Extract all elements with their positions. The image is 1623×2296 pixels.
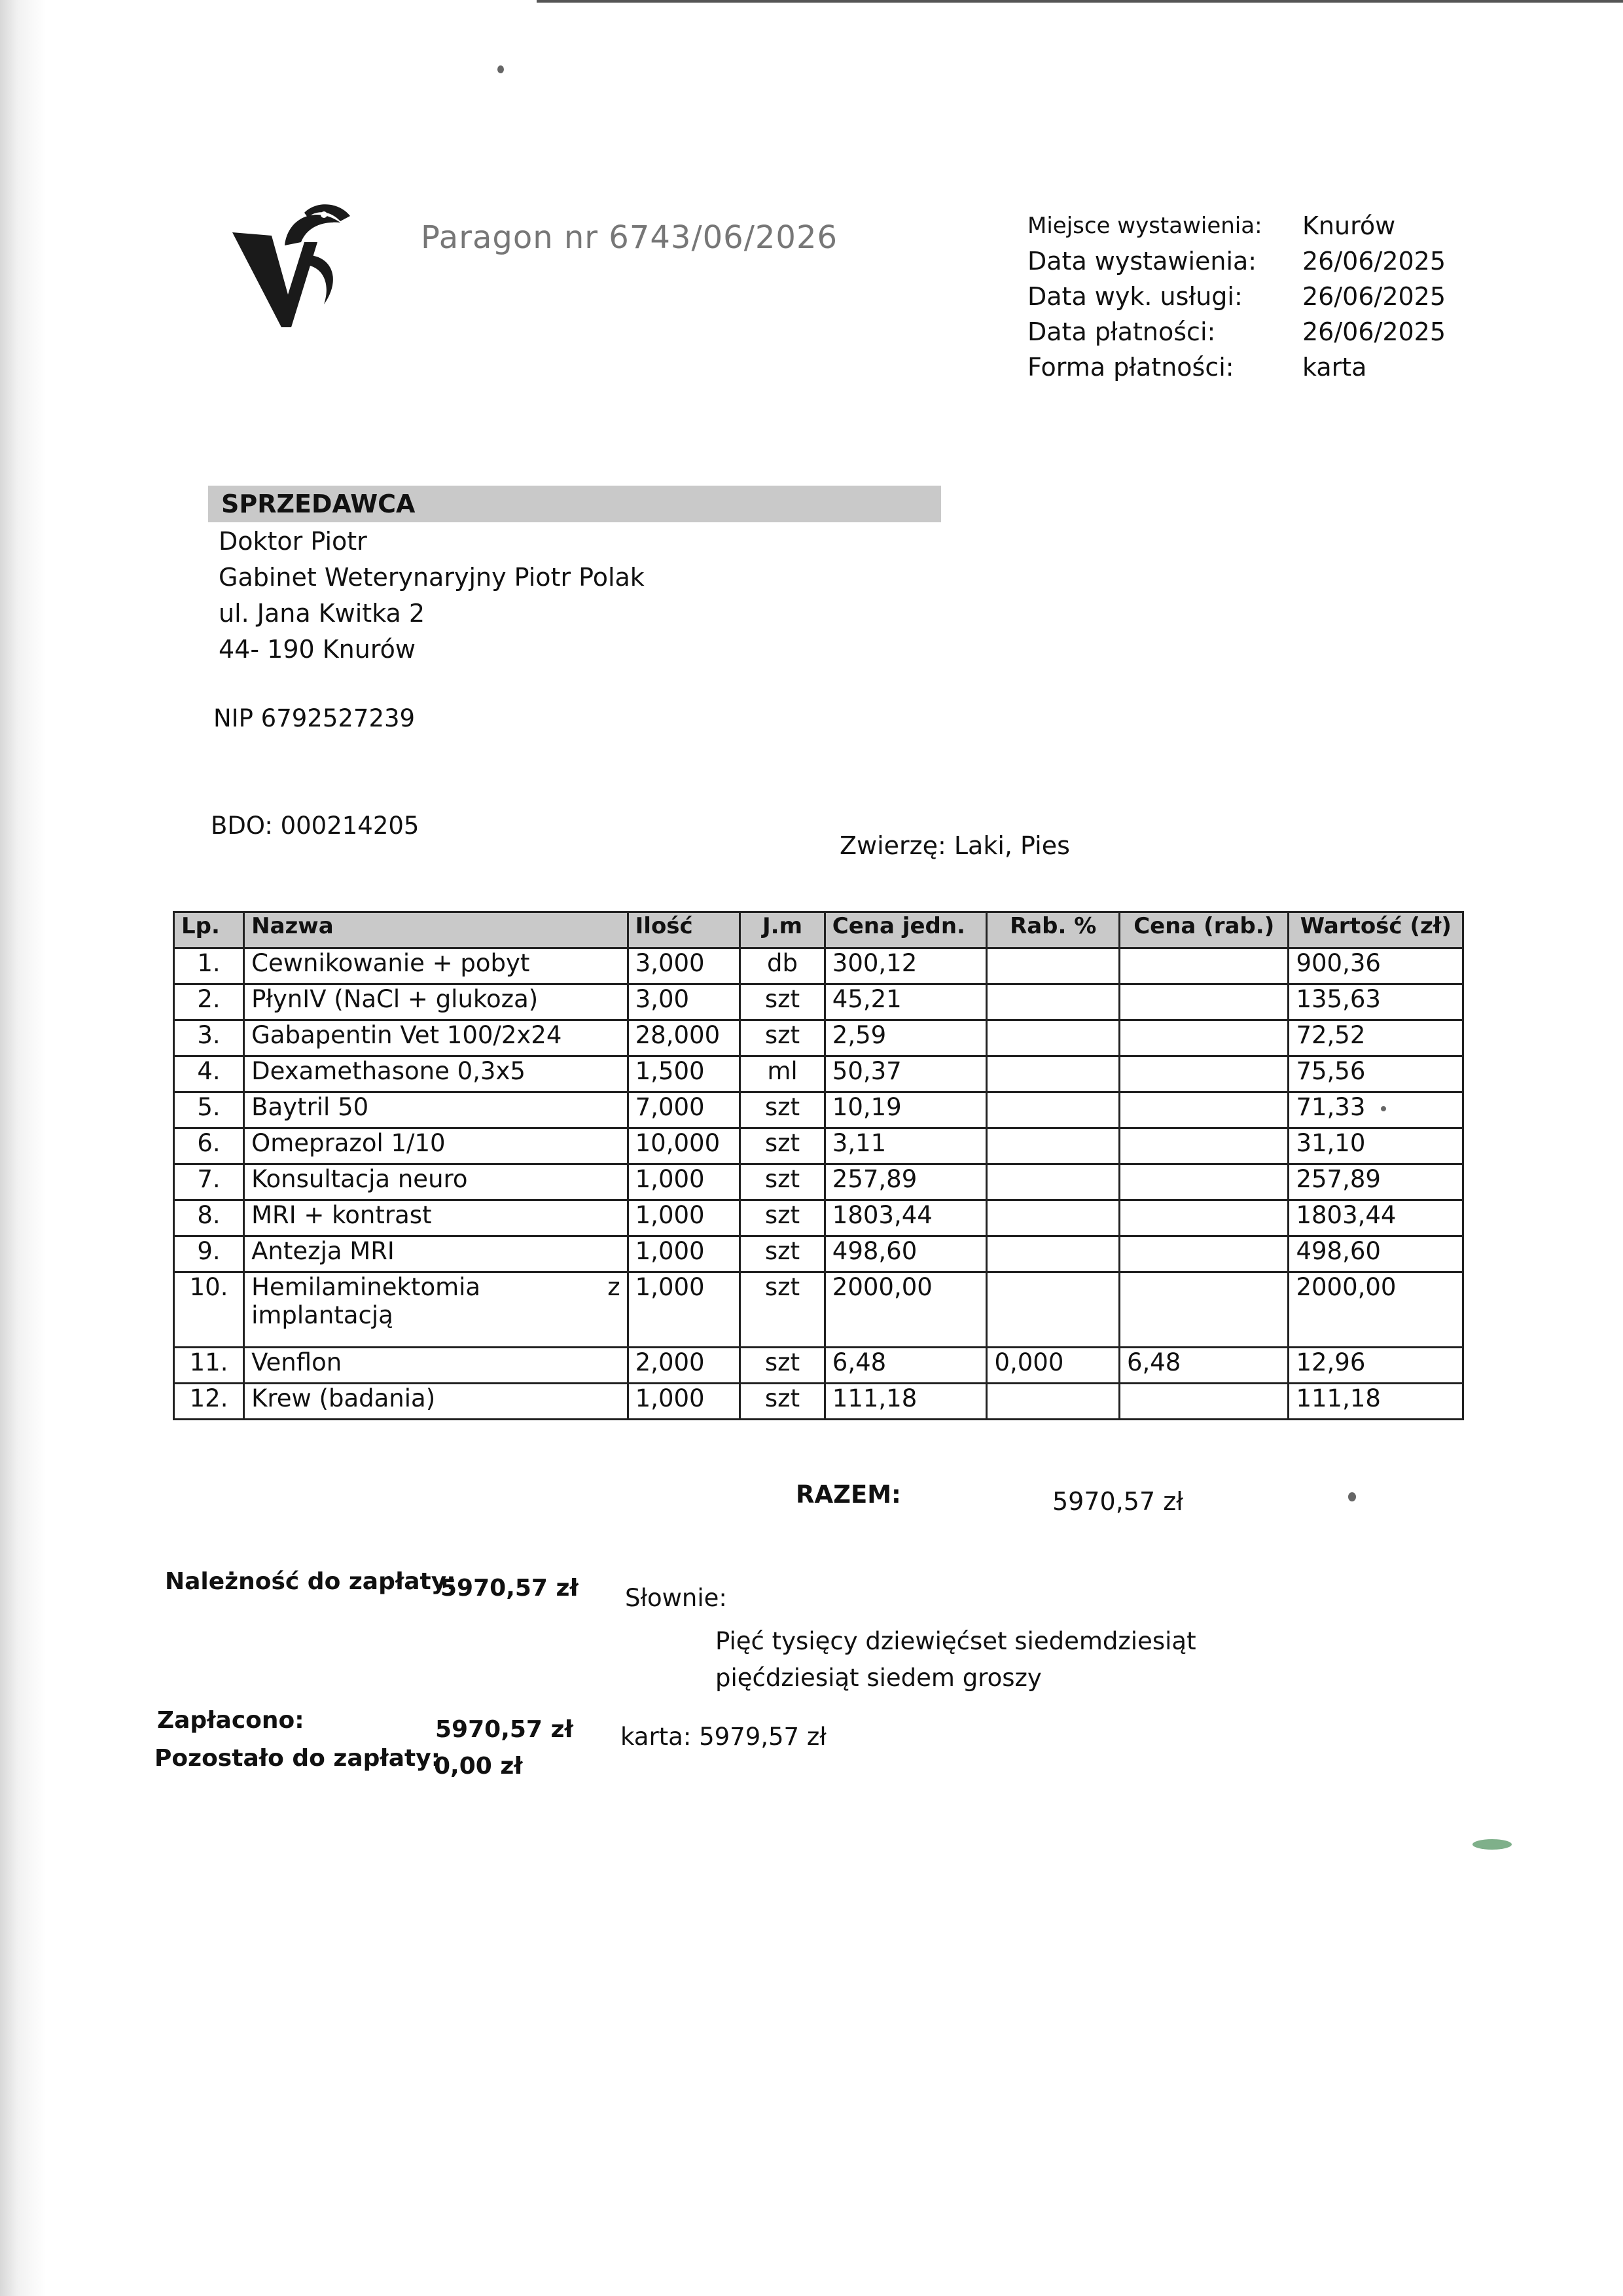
- cell-value: 2000,00: [1289, 1272, 1463, 1348]
- meta-label: Forma płatności:: [1027, 353, 1234, 382]
- cell-discount: [987, 1092, 1120, 1128]
- meta-value: 26/06/2025: [1302, 317, 1446, 346]
- seller-line: 44- 190 Knurów: [219, 635, 416, 664]
- cell-lp: 4.: [174, 1056, 244, 1092]
- cell-qty: 1,500: [628, 1056, 740, 1092]
- cell-unit: szt: [740, 1236, 825, 1272]
- animal-info: Zwierzę: Laki, Pies: [840, 831, 1070, 860]
- header-discounted-price: Cena (rab.): [1119, 912, 1289, 948]
- table-row: [174, 1272, 1463, 1348]
- cell-value: 111,18: [1289, 1384, 1463, 1420]
- header-value: Wartość (zł): [1289, 912, 1463, 948]
- veterinary-v-logo-icon: [226, 196, 357, 334]
- remaining-value: 0,00 zł: [434, 1753, 523, 1780]
- cell-unit: ml: [740, 1056, 825, 1092]
- cell-lp: 9.: [174, 1236, 244, 1272]
- amount-in-words-line: pięćdziesiąt siedem groszy: [715, 1664, 1042, 1692]
- cell-discount: [987, 984, 1120, 1020]
- scan-top-edge: [537, 0, 1623, 3]
- scan-speck: [1348, 1492, 1356, 1501]
- meta-value: Knurów: [1302, 211, 1396, 240]
- header-qty: Ilość: [628, 912, 740, 948]
- cell-qty: 28,000: [628, 1020, 740, 1056]
- cell-unit: db: [740, 948, 825, 984]
- cell-value: 498,60: [1289, 1236, 1463, 1272]
- cell-price: 10,19: [825, 1092, 987, 1128]
- cell-name: [244, 1272, 628, 1348]
- header-price: Cena jedn.: [825, 912, 987, 948]
- cell-qty: 3,00: [628, 984, 740, 1020]
- cell-price: 1803,44: [825, 1200, 987, 1236]
- cell-value: 31,10: [1289, 1128, 1463, 1164]
- cell-lp: 3.: [174, 1020, 244, 1056]
- table-row: [174, 984, 1463, 1020]
- cell-value: 72,52: [1289, 1020, 1463, 1056]
- card-payment: karta: 5979,57 zł: [620, 1723, 827, 1751]
- table-row: [174, 948, 1463, 984]
- cell-discount: [987, 1164, 1120, 1200]
- cell-name-line1: [251, 1273, 620, 1301]
- cell-discounted-price: [1119, 1056, 1289, 1092]
- cell-lp: 10.: [174, 1272, 244, 1348]
- meta-row-service-date: [1027, 279, 1512, 314]
- seller-nip: NIP 6792527239: [213, 704, 416, 732]
- cell-price: 111,18: [825, 1384, 987, 1420]
- cell-price: 300,12: [825, 948, 987, 984]
- cell-unit: szt: [740, 1164, 825, 1200]
- cell-price: 6,48: [825, 1348, 987, 1384]
- scan-edge-shadow: [0, 0, 46, 2296]
- cell-qty: 1,000: [628, 1384, 740, 1420]
- cell-name: Antezja MRI: [244, 1236, 628, 1272]
- paid-label: Zapłacono:: [157, 1707, 304, 1734]
- table-row: [174, 1020, 1463, 1056]
- total-label: RAZEM:: [796, 1480, 901, 1509]
- meta-value: 26/06/2025: [1302, 282, 1446, 311]
- cell-discount: [987, 1272, 1120, 1348]
- seller-line: Gabinet Weterynaryjny Piotr Polak: [219, 563, 645, 592]
- table-header-row: [174, 912, 1463, 948]
- cell-discounted-price: [1119, 948, 1289, 984]
- table-row: [174, 1056, 1463, 1092]
- meta-row-issue-date: [1027, 243, 1512, 279]
- cell-discount: [987, 1128, 1120, 1164]
- total-value: 5970,57 zł: [1052, 1487, 1183, 1516]
- scan-speck: [1381, 1106, 1386, 1111]
- cell-name-line2: implantacją: [251, 1301, 393, 1329]
- table-row: [174, 1348, 1463, 1384]
- amount-due-value: 5970,57 zł: [440, 1575, 579, 1602]
- cell-name: Venflon: [244, 1348, 628, 1384]
- seller-bdo: BDO: 000214205: [211, 812, 419, 840]
- header-discount: Rab. %: [987, 912, 1120, 948]
- cell-discount: 0,000: [987, 1348, 1120, 1384]
- cell-discount: [987, 1020, 1120, 1056]
- cell-lp: 12.: [174, 1384, 244, 1420]
- cell-discount: [987, 948, 1120, 984]
- cell-lp: 2.: [174, 984, 244, 1020]
- seller-heading: SPRZEDAWCA: [221, 490, 416, 518]
- cell-unit: szt: [740, 1384, 825, 1420]
- meta-label: Data płatności:: [1027, 317, 1216, 346]
- cell-discounted-price: [1119, 1020, 1289, 1056]
- cell-discounted-price: [1119, 1164, 1289, 1200]
- header-lp: Lp.: [174, 912, 244, 948]
- cell-name: MRI + kontrast: [244, 1200, 628, 1236]
- cell-qty: 1,000: [628, 1272, 740, 1348]
- table-row: [174, 1164, 1463, 1200]
- cell-value: 75,56: [1289, 1056, 1463, 1092]
- header-unit: J.m: [740, 912, 825, 948]
- table-row: [174, 1092, 1463, 1128]
- table-row: [174, 1236, 1463, 1272]
- document-title: Paragon nr 6743/06/2026: [421, 219, 838, 256]
- issue-details: [1027, 208, 1512, 385]
- cell-name: Omeprazol 1/10: [244, 1128, 628, 1164]
- cell-discount: [987, 1200, 1120, 1236]
- seller-address: [219, 524, 645, 668]
- table-row: [174, 1200, 1463, 1236]
- meta-row-place: [1027, 208, 1512, 243]
- cell-name: Cewnikowanie + pobyt: [244, 948, 628, 984]
- cell-price: 2,59: [825, 1020, 987, 1056]
- scan-speck: [1472, 1839, 1512, 1850]
- cell-value: 135,63: [1289, 984, 1463, 1020]
- remaining-label: Pozostało do zapłaty:: [154, 1745, 441, 1772]
- cell-unit: szt: [740, 1092, 825, 1128]
- cell-price: 498,60: [825, 1236, 987, 1272]
- cell-name: Baytril 50: [244, 1092, 628, 1128]
- cell-unit: szt: [740, 1348, 825, 1384]
- cell-price: 2000,00: [825, 1272, 987, 1348]
- cell-discounted-price: [1119, 984, 1289, 1020]
- cell-lp: 6.: [174, 1128, 244, 1164]
- cell-discounted-price: [1119, 1272, 1289, 1348]
- cell-unit: szt: [740, 1020, 825, 1056]
- cell-qty: 2,000: [628, 1348, 740, 1384]
- meta-label: Data wystawienia:: [1027, 247, 1257, 276]
- cell-name: Dexamethasone 0,3x5: [244, 1056, 628, 1092]
- cell-discounted-price: 6,48: [1119, 1348, 1289, 1384]
- cell-unit: szt: [740, 1200, 825, 1236]
- cell-qty: 10,000: [628, 1128, 740, 1164]
- cell-discount: [987, 1384, 1120, 1420]
- cell-value: 900,36: [1289, 948, 1463, 984]
- cell-price: 257,89: [825, 1164, 987, 1200]
- amount-in-words-line: Pięć tysięcy dziewięćset siedemdziesiąt: [715, 1627, 1196, 1655]
- cell-qty: 3,000: [628, 948, 740, 984]
- meta-value: 26/06/2025: [1302, 247, 1446, 276]
- meta-row-payment-method: [1027, 350, 1512, 385]
- cell-discount: [987, 1056, 1120, 1092]
- cell-name: PłynIV (NaCl + glukoza): [244, 984, 628, 1020]
- table-row: [174, 1384, 1463, 1420]
- cell-lp: 7.: [174, 1164, 244, 1200]
- cell-value: 257,89: [1289, 1164, 1463, 1200]
- cell-lp: 8.: [174, 1200, 244, 1236]
- cell-unit: szt: [740, 1272, 825, 1348]
- amount-in-words: [715, 1623, 1213, 1696]
- meta-value: karta: [1302, 353, 1367, 382]
- cell-lp: 5.: [174, 1092, 244, 1128]
- cell-name-suffix: z: [607, 1273, 620, 1301]
- cell-value: 71,33: [1289, 1092, 1463, 1128]
- cell-discounted-price: [1119, 1236, 1289, 1272]
- cell-qty: 1,000: [628, 1200, 740, 1236]
- items-table: [173, 911, 1464, 1420]
- paid-value: 5970,57 zł: [435, 1716, 573, 1743]
- cell-discounted-price: [1119, 1128, 1289, 1164]
- cell-unit: szt: [740, 1128, 825, 1164]
- scan-speck: [497, 65, 504, 73]
- seller-line: Doktor Piotr: [219, 527, 367, 556]
- amount-in-words-label: Słownie:: [625, 1584, 727, 1612]
- cell-value: 1803,44: [1289, 1200, 1463, 1236]
- meta-row-payment-date: [1027, 314, 1512, 350]
- cell-price: 50,37: [825, 1056, 987, 1092]
- meta-label: Data wyk. usługi:: [1027, 282, 1243, 311]
- amount-due-label: Należność do zapłaty:: [165, 1568, 456, 1595]
- cell-name: Gabapentin Vet 100/2x24: [244, 1020, 628, 1056]
- cell-name-text: Hemilaminektomia: [251, 1273, 481, 1301]
- cell-discounted-price: [1119, 1384, 1289, 1420]
- cell-lp: 11.: [174, 1348, 244, 1384]
- seller-line: ul. Jana Kwitka 2: [219, 599, 425, 628]
- cell-discounted-price: [1119, 1092, 1289, 1128]
- header-name: Nazwa: [244, 912, 628, 948]
- cell-discounted-price: [1119, 1200, 1289, 1236]
- meta-label: Miejsce wystawienia:: [1027, 213, 1262, 239]
- cell-value: 12,96: [1289, 1348, 1463, 1384]
- cell-qty: 7,000: [628, 1092, 740, 1128]
- cell-name: Konsultacja neuro: [244, 1164, 628, 1200]
- cell-qty: 1,000: [628, 1236, 740, 1272]
- table-row: [174, 1128, 1463, 1164]
- cell-discount: [987, 1236, 1120, 1272]
- cell-price: 3,11: [825, 1128, 987, 1164]
- cell-unit: szt: [740, 984, 825, 1020]
- cell-lp: 1.: [174, 948, 244, 984]
- cell-name: Krew (badania): [244, 1384, 628, 1420]
- cell-qty: 1,000: [628, 1164, 740, 1200]
- cell-price: 45,21: [825, 984, 987, 1020]
